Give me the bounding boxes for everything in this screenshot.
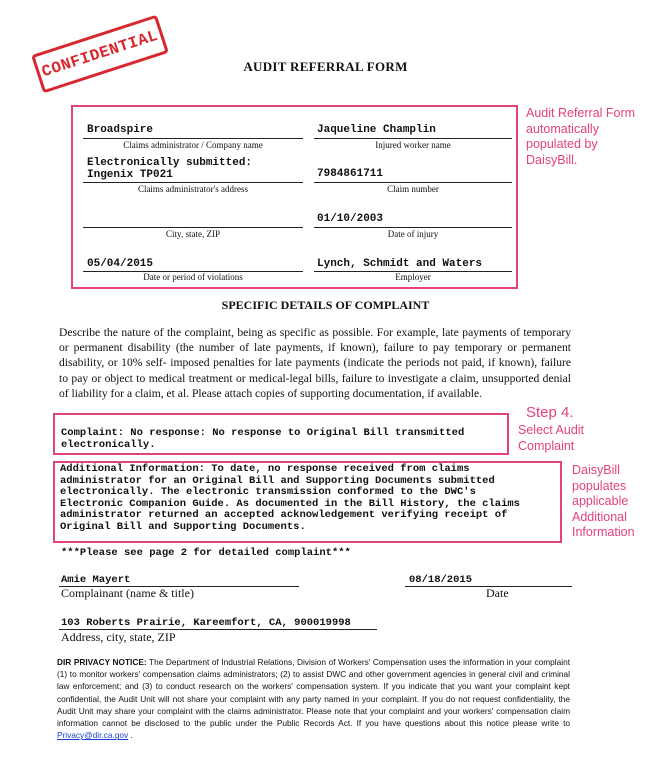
claims-admin-line bbox=[83, 138, 303, 139]
form-title: AUDIT REFERRAL FORM bbox=[243, 59, 408, 74]
worker-line bbox=[314, 138, 512, 139]
annotation-select-complaint: Select Audit Complaint bbox=[518, 423, 585, 453]
city-line bbox=[83, 227, 303, 228]
claims-admin-caption: Claims administrator / Company name bbox=[123, 140, 263, 150]
complaint-text: Complaint: No response: No response to Original Bill transmitted electronically. bbox=[61, 427, 465, 451]
page2-note: ***Please see page 2 for detailed complaint*** bbox=[61, 547, 351, 559]
claims-admin-value: Broadspire bbox=[87, 124, 154, 136]
admin-address-line2: Ingenix TP021 bbox=[87, 169, 173, 181]
claim-number-line bbox=[314, 182, 512, 183]
complaint-date-caption: Date bbox=[486, 586, 509, 600]
privacy-notice-label: DIR PRIVACY NOTICE: bbox=[57, 657, 147, 667]
confidential-stamp: CONFIDENTIAL bbox=[31, 15, 169, 94]
complainant-value: Amie Mayert bbox=[61, 574, 131, 586]
injury-date-caption: Date of injury bbox=[387, 229, 439, 239]
injury-date-value: 01/10/2003 bbox=[317, 213, 384, 225]
violation-date-value: 05/04/2015 bbox=[87, 258, 154, 270]
admin-address-line1: Electronically submitted: bbox=[87, 157, 253, 169]
annotation-step-4: Step 4. bbox=[526, 404, 574, 421]
additional-info-text: Additional Information: To date, no response received from claims administrator for an Original Bill and Supporting Documents submitted electronically. The electronic transmission conformed to the DWC's Electronic Companion Guide. As documented in the Bill History, the claims administrator returned an accepted acknowledgement verifying receipt of Original Bill and Supporting Documents. bbox=[60, 463, 520, 533]
privacy-notice-text: The Department of Industrial Relations, Division of Workers' Compensation uses the information in your complaint (1) to monitor workers' compensation claims administrators; (2) to assist DWC and other government agencies in general civil and criminal law enforcement; and (3) to conduct research on the workers' compensation system. If you indicate that you want your complaint kept confidential, the Audit Unit will not share your complaint with any party named in your complaint. If you do not request confidentiality, the Audit Unit may share your complaint with the claims administrator. Please note that your complaint and your workers' compensation claim information cannot be disclosed to the public under the Public Records Act. If you have questions about this notice please write to bbox=[57, 657, 571, 729]
injury-date-line bbox=[314, 227, 512, 228]
admin-address-caption: Claims administrator's address bbox=[137, 184, 249, 194]
annotation-additional-info: DaisyBill populates applicable Additional Information bbox=[572, 463, 635, 539]
specific-details-heading: SPECIFIC DETAILS OF COMPLAINT bbox=[221, 298, 430, 312]
worker-caption: Injured worker name bbox=[375, 140, 451, 150]
claim-number-caption: Claim number bbox=[387, 184, 439, 194]
complainant-caption: Complainant (name & title) bbox=[61, 586, 194, 600]
privacy-email-link[interactable]: Privacy@dir.ca.gov bbox=[57, 730, 129, 741]
annotation-autopopulated: Audit Referral Form automatically populated by DaisyBill. bbox=[526, 106, 636, 167]
city-caption: City, state, ZIP bbox=[166, 229, 220, 239]
privacy-notice-end: . bbox=[128, 730, 133, 741]
violation-date-caption: Date or period of violations bbox=[143, 272, 243, 282]
privacy-notice bbox=[57, 656, 570, 741]
complainant-address-value: 103 Roberts Prairie, Kareemfort, CA, 900019998 bbox=[61, 617, 351, 629]
worker-value: Jaqueline Champlin bbox=[317, 124, 436, 136]
complaint-instructions: Describe the nature of the complaint, being as specific as possible. For example, late payments of temporary or permanent disability (the number of late payments, if known), failure to pay temporary or permanent disability, or 10% self- imposed penalties for late payments (indicate the periods not paid, if known), failure to pay or object to medical treatment or medical-legal bills, failure to investigate a claim, unsupported denial of liability for a claim, et al. Please attach copies of supporting documentation, if available. bbox=[59, 326, 571, 400]
admin-address-line bbox=[83, 182, 303, 183]
employer-value: Lynch, Schmidt and Waters bbox=[317, 258, 483, 270]
complainant-address-caption: Address, city, state, ZIP bbox=[61, 630, 176, 644]
employer-caption: Employer bbox=[395, 272, 431, 282]
claim-number-value: 7984861711 bbox=[317, 168, 384, 180]
complaint-date-value: 08/18/2015 bbox=[409, 574, 473, 586]
